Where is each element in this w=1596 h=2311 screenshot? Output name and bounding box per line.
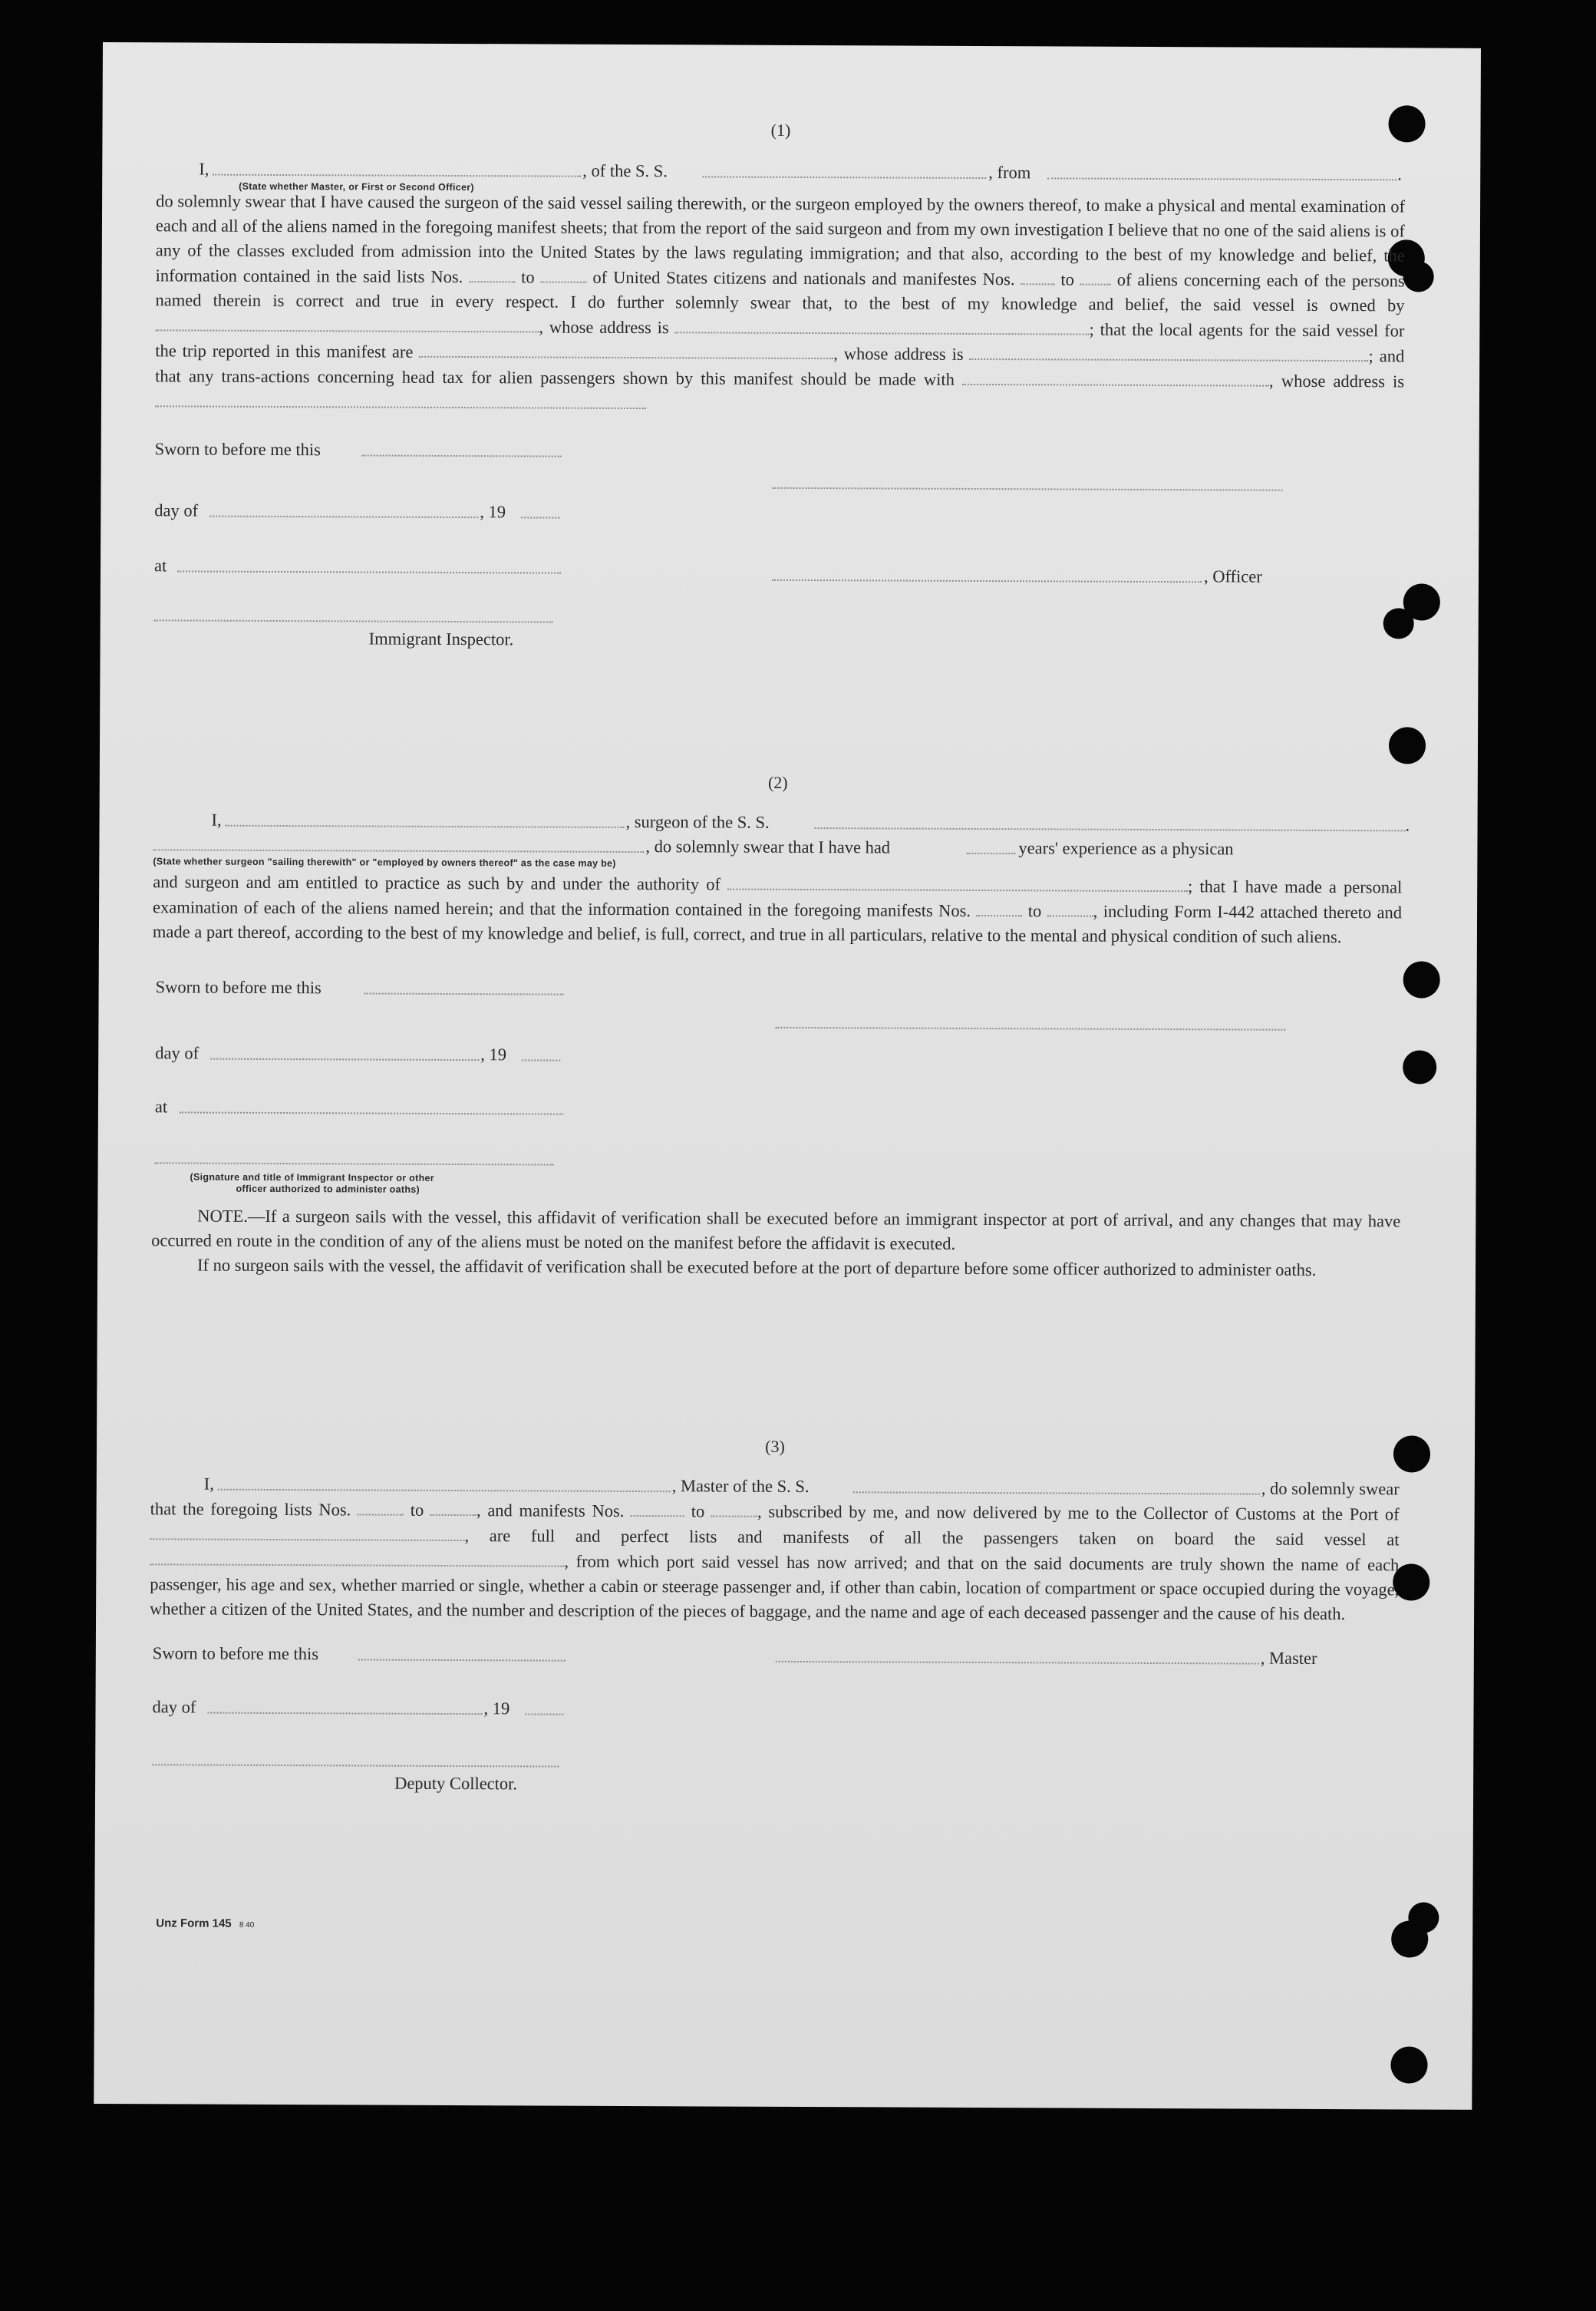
section-3: (3) I, , Master of the S. S. , do solemnly swear that the foregoing lists Nos. to , and manifests Nos. to , subscribed by me, and now delivered by me to the Collector of Customs at the Port of , are full and perfect lists and manifests of all the passengers taken on board the said vessel at , from which port said vessel has now arrived; and that on the said documents are truly shown the name of each passenger, his age and sex, whether married or single, whether a cabin or steerage passenger and, if other than cabin, location of compartment or space occupied during the voyage, whether a citizen of the United States, and the number and description of the pieces of baggage, and the name and age of each deceased passenger and the cause of his death. Sworn to before me this , Master day of , 19 Deputy Collector. <box>149 1431 1400 1800</box>
alien-manifest-from-field[interactable] <box>1021 266 1054 285</box>
boarding-port-field[interactable] <box>150 1547 564 1567</box>
master-name-field[interactable] <box>218 1472 671 1493</box>
day-of-field[interactable] <box>209 499 478 519</box>
officer-name-field[interactable] <box>213 157 581 177</box>
label-i: I, <box>199 159 209 179</box>
sworn-date-field[interactable] <box>362 437 562 457</box>
inspector-label: Immigrant Inspector. <box>368 629 514 649</box>
local-agents-field[interactable] <box>419 339 833 359</box>
form-number: Unz Form 145 8 40 <box>156 1916 255 1930</box>
citizen-list-to-field[interactable] <box>541 264 587 282</box>
section-number: (2) <box>767 772 788 792</box>
inspector-signature-line-2[interactable] <box>155 1145 554 1165</box>
year-field-3[interactable] <box>525 1696 563 1715</box>
surgeon-name-field[interactable] <box>226 808 625 828</box>
manifest-from-field[interactable] <box>976 898 1022 916</box>
port-of-field[interactable] <box>150 1521 464 1541</box>
officer-label: , Officer <box>1203 566 1262 586</box>
officer-signature-line[interactable] <box>772 470 1282 491</box>
lists-from-field[interactable] <box>358 1497 404 1515</box>
binder-hole <box>1391 1920 1428 1957</box>
agents-address-field[interactable] <box>970 342 1369 362</box>
years-experience-field[interactable] <box>966 836 1015 854</box>
section-1-body: do solemnly swear that I have caused the surgeon of the said vessel sailing therewith, or the surgeon employed by the owners thereof, to make a physical and mental examination of each and all of the aliens named in the foregoing manifest sheets; that from the report of the said surgeon and from my own investigation I believe that no one of the said aliens is of any of the classes excluded from admission into the United States by the laws regulating immigration; and that also, according to the best of my knowledge and belief, the information contained in the said lists Nos. to of United States citizens and nationals and manifestes Nos. to of aliens concerning each of the persons named therein is correct and true in every respect. I do further solemnly swear that, to the best of my knowledge and belief, the said vessel is owned by , whose address is ; that the local agents for the said vessel for the trip reported in this manifest are , whose address is ; and that any trans-actions concerning head tax for alien passengers shown by this manifest should be made with , whose address is <box>155 189 1405 419</box>
label-of-ss: , of the S. S. <box>582 160 668 181</box>
label-from: , from <box>988 163 1031 183</box>
day-of-field-2[interactable] <box>210 1042 479 1061</box>
day-of-field-3[interactable] <box>207 1695 482 1715</box>
inspector-signature-line[interactable] <box>154 603 553 622</box>
manifests-to-field[interactable] <box>711 1498 757 1517</box>
section-2: (2) I, , surgeon of the S. S. . , do solemnly swear that I have had years' experience as a physican (State whether surgeon "sailing therewith" or "employed by owners thereof" as the case may be) and surgeon and am entitled to practice as such by and under the authority of ; that I have made a personal examination of each of the aliens named herein; and that the information contained in the foregoing manifests Nos. to , including Form I-442 attached thereto and made a part thereof, according to the best of my knowledge and belief, is full, correct, and true in all particulars, relative to the mental and physical condition of such aliens. Sworn to before me this day of , 19 at (Signature and title of Immigrant Inspector or other officer authorized to administer oaths) NOTE.—If a surgeon sails with the vessel, this affidavit of verification shall be executed before an immigrant inspector at port of arrival, and any changes that may have occurred en route in the condition of any of the aliens must be noted on the manifest before the affidavit is executed. If no surgeon sails with the vessel, the affidavit of verification shall be executed before at the port of departure before some officer authorized to administer oaths. <box>151 768 1403 1283</box>
sworn-date-field-2[interactable] <box>364 976 564 995</box>
vessel-name-field-2[interactable] <box>815 811 1406 831</box>
year-field-2[interactable] <box>522 1042 560 1061</box>
section-1: (1) I, , of the S. S. , from . (State whether Master, or First or Second Officer) do solemnly swear that I have caused the surgeon of the said vessel sailing therewith, or the surgeon employed by the owners thereof, to make a physical and mental examination of each and all of the aliens named in the foregoing manifest sheets; that from the report of the said surgeon and from my own investigation I believe that no one of the said aliens is of any of the classes excluded from admission into the United States by the laws regulating immigration; and that also, according to the best of my knowledge and belief, the information contained in the said lists Nos. to of United States citizens and nationals and manifestes Nos. to of aliens concerning each of the persons named therein is correct and true in every respect. I do further solemnly swear that, to the best of my knowledge and belief, the said vessel is owned by , whose address is ; that the local agents for the said vessel for the trip reported in this manifest are , whose address is ; and that any trans-actions concerning head tax for alien passengers shown by this manifest should be made with , whose address is Sworn to before me this day of , 19 at , Officer Immigrant Inspector. <box>154 115 1406 655</box>
alien-manifest-to-field[interactable] <box>1080 267 1111 286</box>
vessel-name-field-3[interactable] <box>853 1474 1260 1494</box>
surgeon-status-note: (State whether surgeon "sailing therewith" or "employed by owners thereof" as the case may be) <box>153 856 616 869</box>
owner-address-field[interactable] <box>675 315 1090 335</box>
note-paragraph: NOTE.—If a surgeon sails with the vessel, this affidavit of verification shall be executed before an immigrant inspector at port of arrival, and any changes that may have occurred en route in the condition of any of the aliens must be noted on the manifest before the affidavit is executed. <box>151 1206 1401 1253</box>
binder-hole <box>1389 727 1426 764</box>
license-authority-field[interactable] <box>727 872 1188 893</box>
signature-note: (Signature and title of Immigrant Inspector or other officer authorized to administer oaths) <box>190 1171 434 1195</box>
surgeon-status-field[interactable] <box>153 832 644 853</box>
head-tax-address-field[interactable] <box>155 388 646 409</box>
sworn-place-field[interactable] <box>177 553 561 573</box>
head-tax-contact-field[interactable] <box>962 367 1269 387</box>
collector-label: Deputy Collector. <box>394 1773 518 1794</box>
officer-title-line[interactable] <box>772 563 1202 583</box>
master-label: , Master <box>1260 1648 1317 1668</box>
sworn-date-field-3[interactable] <box>358 1642 566 1661</box>
vessel-name-field[interactable] <box>702 159 986 179</box>
master-signature-line[interactable] <box>776 1644 1259 1665</box>
citizen-list-from-field[interactable] <box>469 264 515 282</box>
collector-signature-line[interactable] <box>152 1747 559 1767</box>
sworn-place-field-2[interactable] <box>180 1094 563 1114</box>
year-field[interactable] <box>521 500 559 518</box>
manifest-affidavit-sheet <box>94 42 1481 2110</box>
binder-hole <box>1403 261 1434 292</box>
vessel-owner-field[interactable] <box>155 312 539 332</box>
surgeon-signature-line[interactable] <box>775 1010 1285 1031</box>
section-number: (1) <box>770 120 791 140</box>
manifests-from-field[interactable] <box>631 1498 684 1517</box>
section-number: (3) <box>765 1436 785 1456</box>
binder-hole <box>1403 961 1440 998</box>
departure-port-field[interactable] <box>1047 160 1396 180</box>
lists-to-field[interactable] <box>430 1497 476 1516</box>
binder-hole <box>1390 2046 1427 2083</box>
section-2-body: and surgeon and am entitled to practice as such by and under the authority of ; that I have made a personal examination of each of the aliens named herein; and that the information contained in the foregoing manifests Nos. to , including Form I-442 attached thereto and made a part thereof, according to the best of my knowledge and belief, is full, correct, and true in all particulars, relative to the mental and physical condition of such aliens. <box>152 872 1403 947</box>
manifest-to-field[interactable] <box>1047 898 1093 916</box>
binder-hole <box>1403 1050 1436 1084</box>
note-paragraph-2: If no surgeon sails with the vessel, the affidavit of verification shall be executed before at the port of departure before some officer authorized to administer oaths. <box>196 1255 1317 1279</box>
section-3-body: that the foregoing lists Nos. to , and manifests Nos. to , subscribed by me, and now delivered by me to the Collector of Customs at the Port of , are full and perfect lists and manifests of all the passengers taken on board the said vessel at , from which port said vessel has now arrived; and that on the said documents are truly shown the name of each passenger, his age and sex, whether married or single, whether a cabin or steerage passenger and, if other than cabin, location of compartment or space occupied during the voyage, whether a citizen of the United States, and the number and description of the pieces of baggage, and the name and age of each deceased passenger and the cause of his death. <box>150 1496 1400 1626</box>
officer-rank-note: (State whether Master, or First or Second Officer) <box>239 180 474 193</box>
